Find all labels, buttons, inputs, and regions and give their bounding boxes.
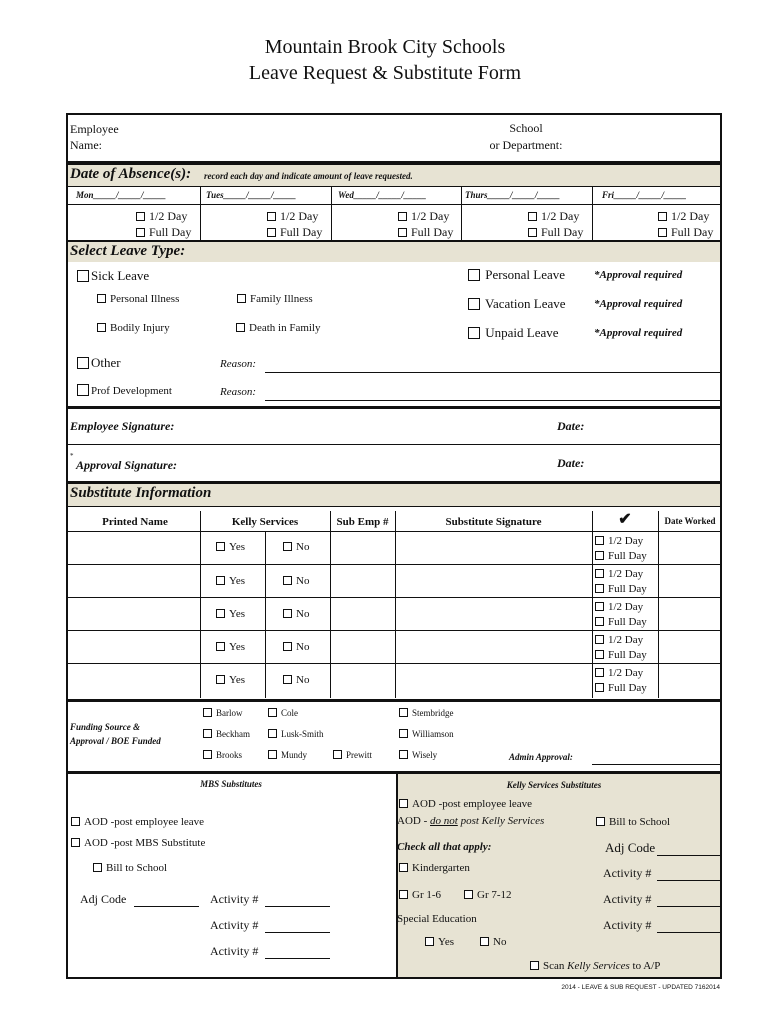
mbs-activity-label: Activity # bbox=[210, 892, 259, 906]
fri-half-day[interactable]: 1/2 Day bbox=[658, 208, 713, 224]
row4-yes[interactable]: Yes bbox=[216, 641, 245, 653]
row3-yes[interactable]: Yes bbox=[216, 608, 245, 620]
kelly-activity-field-1[interactable] bbox=[657, 880, 720, 881]
checkbox-icon[interactable] bbox=[267, 212, 276, 221]
checkbox-icon[interactable] bbox=[268, 750, 277, 759]
mbs-activity-label: Activity # bbox=[210, 944, 259, 958]
row2-yes[interactable]: Yes bbox=[216, 575, 245, 587]
school-field[interactable] bbox=[585, 121, 715, 161]
kelly-activity-field-2[interactable] bbox=[657, 906, 720, 907]
checkbox-icon[interactable] bbox=[528, 212, 537, 221]
school-barlow[interactable]: Barlow bbox=[203, 708, 243, 718]
absence-title: Date of Absence(s): bbox=[70, 166, 192, 182]
row5-full-day[interactable]: Full Day bbox=[595, 681, 647, 696]
sick-leave-option[interactable]: Sick Leave bbox=[77, 268, 149, 284]
kelly-kindergarten[interactable]: Kindergarten bbox=[399, 862, 470, 874]
kelly-aod-employee[interactable]: AOD -post employee leave bbox=[399, 798, 532, 810]
employee-name-field[interactable] bbox=[70, 121, 370, 161]
admin-approval-label: Admin Approval: bbox=[509, 752, 573, 762]
tues-options bbox=[267, 208, 322, 240]
row3-day-options bbox=[595, 600, 647, 630]
checkbox-icon[interactable] bbox=[399, 890, 408, 899]
approval-signature-label: Approval Signature: bbox=[76, 458, 178, 472]
wed-full-day[interactable]: Full Day bbox=[398, 224, 453, 240]
row1-day-options bbox=[595, 534, 647, 564]
row5-half-day[interactable]: 1/2 Day bbox=[595, 666, 647, 681]
checkbox-icon[interactable] bbox=[93, 863, 102, 872]
checkbox-icon[interactable] bbox=[71, 838, 80, 847]
checkbox-icon[interactable] bbox=[528, 228, 537, 237]
kelly-activity-label: Activity # bbox=[603, 918, 652, 932]
mbs-adj-code-label: Adj Code bbox=[80, 892, 127, 906]
kelly-aod-note: AOD - do not post Kelly Services bbox=[397, 815, 545, 827]
personal-leave-option[interactable]: Personal Leave bbox=[468, 267, 565, 283]
wed-half-day[interactable]: 1/2 Day bbox=[398, 208, 453, 224]
col-kelly-services: Kelly Services bbox=[231, 516, 299, 528]
checkbox-icon[interactable] bbox=[203, 750, 212, 759]
checkbox-icon[interactable] bbox=[595, 617, 604, 626]
mbs-activity-label: Activity # bbox=[210, 918, 259, 932]
thurs-options bbox=[528, 208, 583, 240]
checkbox-icon[interactable] bbox=[399, 750, 408, 759]
checkbox-icon[interactable] bbox=[136, 228, 145, 237]
checkbox-icon[interactable] bbox=[97, 294, 106, 303]
school-wisely[interactable]: Wisely bbox=[399, 750, 437, 760]
checkbox-icon[interactable] bbox=[283, 576, 292, 585]
approval-date-label: Date: bbox=[557, 456, 585, 470]
row5-yes[interactable]: Yes bbox=[216, 674, 245, 686]
row2-full-day[interactable]: Full Day bbox=[595, 582, 647, 597]
special-ed-no[interactable]: No bbox=[480, 936, 506, 948]
personal-illness-option[interactable]: Personal Illness bbox=[97, 293, 179, 305]
kelly-gr-7-12[interactable]: Gr 7-12 bbox=[464, 889, 512, 901]
checkbox-icon[interactable] bbox=[530, 961, 539, 970]
school-mundy[interactable]: Mundy bbox=[268, 750, 307, 760]
checkbox-icon[interactable] bbox=[283, 675, 292, 684]
row1-yes[interactable]: Yes bbox=[216, 541, 245, 553]
mon-options bbox=[136, 208, 191, 240]
approval-note: *Approval required bbox=[594, 327, 683, 339]
row3-half-day[interactable]: 1/2 Day bbox=[595, 600, 647, 615]
checkbox-icon[interactable] bbox=[136, 212, 145, 221]
other-option[interactable]: Other bbox=[77, 355, 121, 371]
scan-kelly-option[interactable]: Scan Kelly Services to A/P bbox=[530, 960, 660, 972]
checkbox-icon[interactable] bbox=[77, 270, 89, 282]
checkbox-icon[interactable] bbox=[596, 817, 605, 826]
reason-label: Reason: bbox=[220, 386, 257, 398]
row1-half-day[interactable]: 1/2 Day bbox=[595, 534, 647, 549]
checkbox-icon[interactable] bbox=[464, 890, 473, 899]
checkbox-icon[interactable] bbox=[480, 937, 489, 946]
fri-full-day[interactable]: Full Day bbox=[658, 224, 713, 240]
day-tues[interactable]: Tues_____/_____/_____ bbox=[206, 190, 297, 200]
checkbox-icon[interactable] bbox=[595, 551, 604, 560]
fri-options bbox=[658, 208, 713, 240]
row4-half-day[interactable]: 1/2 Day bbox=[595, 633, 647, 648]
school-williamson[interactable]: Williamson bbox=[399, 729, 454, 739]
row2-half-day[interactable]: 1/2 Day bbox=[595, 567, 647, 582]
school-beckham[interactable]: Beckham bbox=[203, 729, 250, 739]
checkbox-icon[interactable] bbox=[595, 683, 604, 692]
checkbox-icon[interactable] bbox=[77, 384, 89, 396]
checkbox-icon[interactable] bbox=[595, 569, 604, 578]
special-education-label: Special Education bbox=[397, 913, 477, 925]
prof-reason-field[interactable] bbox=[265, 400, 721, 401]
checkbox-icon[interactable] bbox=[236, 323, 245, 332]
row5-day-options bbox=[595, 666, 647, 696]
kelly-adj-code-label: Adj Code bbox=[605, 840, 656, 855]
employee-date-label: Date: bbox=[557, 419, 585, 433]
approval-signature-field[interactable] bbox=[190, 448, 540, 478]
checkbox-icon[interactable] bbox=[268, 729, 277, 738]
col-substitute-signature: Substitute Signature bbox=[445, 516, 542, 528]
checkbox-icon[interactable] bbox=[283, 609, 292, 618]
form-title-line1: Mountain Brook City Schools bbox=[264, 36, 506, 58]
day-thurs[interactable]: Thurs_____/_____/_____ bbox=[465, 190, 561, 200]
checkbox-icon[interactable] bbox=[283, 642, 292, 651]
row2-day-options bbox=[595, 567, 647, 597]
row4-full-day[interactable]: Full Day bbox=[595, 648, 647, 663]
checkbox-icon[interactable] bbox=[216, 542, 225, 551]
tues-half-day[interactable]: 1/2 Day bbox=[267, 208, 322, 224]
checkbox-icon[interactable] bbox=[216, 609, 225, 618]
day-mon[interactable]: Mon_____/_____/_____ bbox=[76, 190, 167, 200]
row3-full-day[interactable]: Full Day bbox=[595, 615, 647, 630]
form-title-line2: Leave Request & Substitute Form bbox=[248, 62, 522, 84]
col-printed-name: Printed Name bbox=[102, 516, 168, 528]
checkbox-icon[interactable] bbox=[216, 576, 225, 585]
approval-note: *Approval required bbox=[594, 269, 683, 281]
prof-development-option[interactable]: Prof Development bbox=[77, 384, 172, 397]
checkbox-icon[interactable] bbox=[333, 750, 342, 759]
checkbox-icon[interactable] bbox=[425, 937, 434, 946]
checkbox-icon[interactable] bbox=[595, 635, 604, 644]
checkbox-icon[interactable] bbox=[283, 542, 292, 551]
reason-label: Reason: bbox=[220, 358, 257, 370]
mbs-bill-to-school[interactable]: Bill to School bbox=[93, 862, 167, 874]
checkbox-icon[interactable] bbox=[468, 269, 480, 281]
day-wed[interactable]: Wed_____/_____/_____ bbox=[338, 190, 427, 200]
row4-day-options bbox=[595, 633, 647, 663]
mbs-adj-code-field[interactable] bbox=[134, 906, 199, 907]
kelly-activity-label: Activity # bbox=[603, 892, 652, 906]
row5-no[interactable]: No bbox=[283, 674, 309, 686]
checkbox-icon[interactable] bbox=[399, 708, 408, 717]
asterisk: * bbox=[70, 452, 74, 460]
mbs-aod-substitute[interactable]: AOD -post MBS Substitute bbox=[71, 837, 205, 849]
wed-options bbox=[398, 208, 453, 240]
checkbox-icon[interactable] bbox=[203, 729, 212, 738]
death-in-family-option[interactable]: Death in Family bbox=[236, 322, 321, 334]
checkbox-icon[interactable] bbox=[268, 708, 277, 717]
school-lusk-smith[interactable]: Lusk-Smith bbox=[268, 729, 324, 739]
absence-instruction: record each day and indicate amount of leave requested. bbox=[204, 171, 413, 181]
row2-no[interactable]: No bbox=[283, 575, 309, 587]
checkbox-icon[interactable] bbox=[595, 584, 604, 593]
school-label: School or Department: bbox=[489, 121, 563, 152]
family-illness-option[interactable]: Family Illness bbox=[237, 293, 313, 305]
checkbox-icon[interactable] bbox=[203, 708, 212, 717]
check-icon: ✔ bbox=[618, 511, 632, 528]
col-date-worked: Date Worked bbox=[664, 516, 716, 526]
employee-signature-label: Employee Signature: bbox=[70, 419, 175, 433]
kelly-adj-code-field[interactable] bbox=[657, 855, 720, 856]
checkbox-icon[interactable] bbox=[468, 298, 480, 310]
admin-approval-field[interactable] bbox=[592, 764, 720, 765]
mon-half-day[interactable]: 1/2 Day bbox=[136, 208, 191, 224]
kelly-gr-1-6[interactable]: Gr 1-6 bbox=[399, 889, 441, 901]
checkbox-icon[interactable] bbox=[267, 228, 276, 237]
employee-name-label: Employee Name: bbox=[70, 122, 119, 152]
row4-no[interactable]: No bbox=[283, 641, 309, 653]
row1-no[interactable]: No bbox=[283, 541, 309, 553]
kelly-activity-field-3[interactable] bbox=[657, 932, 720, 933]
thurs-full-day[interactable]: Full Day bbox=[528, 224, 583, 240]
school-prewitt[interactable]: Prewitt bbox=[333, 750, 372, 760]
special-ed-yes[interactable]: Yes bbox=[425, 936, 454, 948]
substitute-title: Substitute Information bbox=[70, 485, 212, 501]
mon-full-day[interactable]: Full Day bbox=[136, 224, 191, 240]
bodily-injury-option[interactable]: Bodily Injury bbox=[97, 322, 170, 334]
checkbox-icon[interactable] bbox=[468, 327, 480, 339]
mbs-activity-field-2[interactable] bbox=[265, 932, 330, 933]
mbs-activity-field-3[interactable] bbox=[265, 958, 330, 959]
row3-no[interactable]: No bbox=[283, 608, 309, 620]
checkbox-icon[interactable] bbox=[398, 228, 407, 237]
checkbox-icon[interactable] bbox=[595, 668, 604, 677]
unpaid-leave-option[interactable]: Unpaid Leave bbox=[468, 325, 559, 341]
checkbox-icon[interactable] bbox=[237, 294, 246, 303]
checkbox-icon[interactable] bbox=[658, 228, 667, 237]
employee-signature-field[interactable] bbox=[190, 412, 540, 442]
mbs-aod-employee[interactable]: AOD -post employee leave bbox=[71, 816, 204, 828]
checkbox-icon[interactable] bbox=[595, 650, 604, 659]
kelly-title: Kelly Services Substitutes bbox=[506, 780, 602, 790]
checkbox-icon[interactable] bbox=[658, 212, 667, 221]
row1-full-day[interactable]: Full Day bbox=[595, 549, 647, 564]
checkbox-icon[interactable] bbox=[77, 357, 89, 369]
checkbox-icon[interactable] bbox=[216, 675, 225, 684]
kelly-activity-label: Activity # bbox=[603, 866, 652, 880]
mbs-activity-field-1[interactable] bbox=[265, 906, 330, 907]
kelly-bill-to-school[interactable]: Bill to School bbox=[596, 816, 670, 828]
thurs-half-day[interactable]: 1/2 Day bbox=[528, 208, 583, 224]
checkbox-icon[interactable] bbox=[399, 729, 408, 738]
employee-date-field[interactable] bbox=[592, 412, 717, 442]
checkbox-icon[interactable] bbox=[595, 602, 604, 611]
check-all-label: Check all that apply: bbox=[397, 841, 492, 853]
checkbox-icon[interactable] bbox=[216, 642, 225, 651]
footer-text: 2014 - LEAVE & SUB REQUEST - UPDATED 7162014 bbox=[561, 984, 720, 991]
checkbox-icon[interactable] bbox=[595, 536, 604, 545]
school-stembridge[interactable]: Stembridge bbox=[399, 708, 454, 718]
checkbox-icon[interactable] bbox=[399, 863, 408, 872]
school-brooks[interactable]: Brooks bbox=[203, 750, 242, 760]
checkbox-icon[interactable] bbox=[398, 212, 407, 221]
checkbox-icon[interactable] bbox=[97, 323, 106, 332]
checkbox-icon[interactable] bbox=[71, 817, 80, 826]
approval-note: *Approval required bbox=[594, 298, 683, 310]
mbs-title: MBS Substitutes bbox=[200, 779, 262, 789]
leave-title: Select Leave Type: bbox=[70, 243, 186, 259]
school-cole[interactable]: Cole bbox=[268, 708, 298, 718]
checkbox-icon[interactable] bbox=[399, 799, 408, 808]
approval-date-field[interactable] bbox=[592, 448, 717, 478]
vacation-leave-option[interactable]: Vacation Leave bbox=[468, 296, 566, 312]
col-sub-emp: Sub Emp # bbox=[336, 516, 389, 528]
other-reason-field[interactable] bbox=[265, 372, 721, 373]
funding-label: Funding Source & Approval / BOE Funded bbox=[70, 722, 161, 746]
tues-full-day[interactable]: Full Day bbox=[267, 224, 322, 240]
day-fri[interactable]: Fri_____/_____/_____ bbox=[602, 190, 687, 200]
